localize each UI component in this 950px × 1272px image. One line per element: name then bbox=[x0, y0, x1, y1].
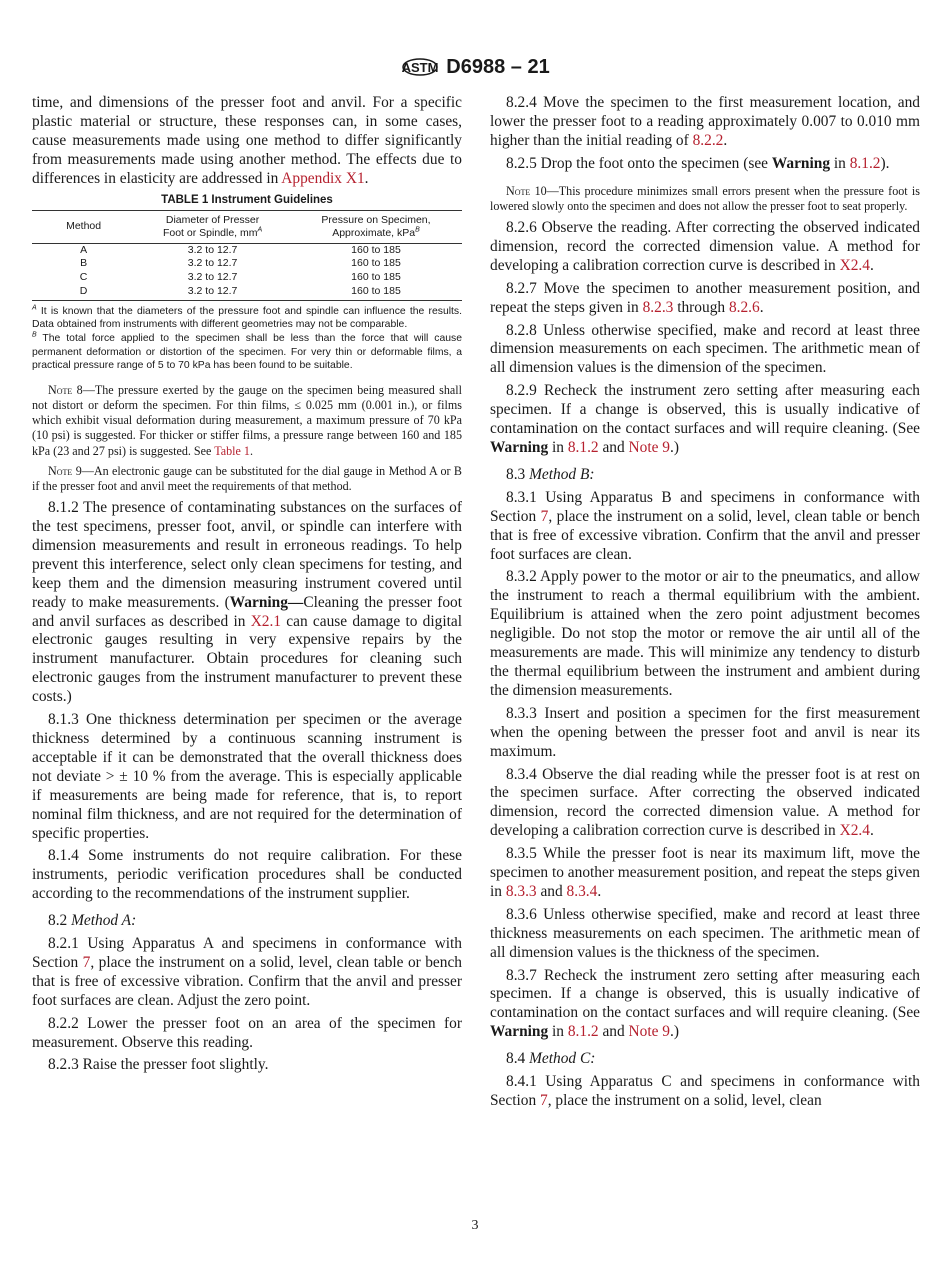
section-8-3-6: 8.3.6 Unless otherwise specified, make and record at least three thickness measurements on each specimen. The arithmetic mean of all dimension values is the thickness of the specimen. bbox=[490, 905, 920, 961]
note-8: Note 8—The pressure exerted by the gauge on the specimen being measured shall not distort or deform the specimen. For thin films, ≤ 0.025 mm (0.001 in.), or films which exhibit visual deformation during measurement, a maximum pressure of 70 kPa (10 psi) is suggested. For thicker or stiffer films, a pressure range between 160 and 185 kPa (23 and 27 psi) is suggested. See Table 1. bbox=[32, 382, 462, 458]
header-diameter: Diameter of Presser Foot or Spindle, $mm^A$ bbox=[135, 210, 290, 243]
document-id: D6988 – 21 bbox=[446, 55, 550, 78]
section-8-3-3: 8.3.3 Insert and position a specimen for the first measurement when the opening between the presser foot and anvil is near its maximum. bbox=[490, 704, 920, 760]
footnote-a: $^A$ It is known that the diameters of the pressure foot and spindle can influence the results. Data obtained from instruments with different geometries may not be comparable. bbox=[32, 304, 462, 331]
section-8-3-1: 8.3.1 Using Apparatus B and specimens in conformance with Section 7, place the instrument on a solid, level, clean table or bench that is free of excessive vibration. Confirm that the anvil and presser foot surfaces are clean. bbox=[490, 488, 920, 563]
section-8-2-9: 8.2.9 Recheck the instrument zero setting after measuring each specimen. If a change is observed, this is usually indicative of contamination on the contact surfaces and will require cleaning. (See Warning in 8.1.2 and Note 9.) bbox=[490, 382, 920, 456]
section-8-1-2-link[interactable]: 8.1.2 bbox=[567, 1023, 599, 1041]
section-8-2-4: 8.2.4 Move the specimen to the first measurement location, and lower the presser foot to a reading approximately 0.007 to 0.010 mm higher than the initial reading of 8.2.2. bbox=[490, 94, 920, 149]
section-8-2-1: 8.2.1 Using Apparatus A and specimens in conformance with Section 7, place the instrument on a solid, level, clean table or bench that is free of excessive vibration. Confirm that the anvil and presser foot surfaces are clean. Adjust the zero point. bbox=[32, 935, 462, 1009]
section-8-1-2-link[interactable]: 8.1.2 bbox=[849, 154, 881, 172]
section-8-3-2: 8.3.2 Apply power to the motor or air to the pneumatics, and allow the instrument to reach a thermal equilibrium with the ambient. Equilibrium is attained when the zero point adjustment becomes negligible. Do not stop the motor or remove the air until all of the measurements are made. This will minimize any tendency to disturb the thermal equilibrium between the instrument and ambient during the dimension measurements. bbox=[490, 568, 920, 699]
section-8-2-3-link[interactable]: 8.2.3 bbox=[642, 298, 674, 316]
table-row: D 3.2 to 12.7 160 to 185 bbox=[32, 285, 462, 300]
right-column bbox=[490, 94, 920, 1115]
section-8-2-3: 8.2.3 Raise the presser foot slightly. bbox=[48, 1056, 269, 1074]
section-8-3-4: 8.3.4 Observe the dial reading while the presser foot is at rest on the specimen surface. After correcting the observed indicated dimension, record the corrected dimension value. A method for developing a calibration correction curve is described in X2.4. bbox=[490, 765, 920, 840]
section-7-link[interactable]: 7 bbox=[82, 953, 91, 971]
note-9-link[interactable]: Note 9 bbox=[628, 1023, 671, 1041]
section-8-4-1: 8.4.1 Using Apparatus C and specimens in conformance with Section 7, place the instrument on a solid, level, clean bbox=[490, 1073, 920, 1109]
table-row: A 3.2 to 12.7 160 to 185 bbox=[80, 243, 401, 256]
section-8-1-3: 8.1.3 One thickness determination per specimen or the average thickness determined by a continuous scanning instrument is acceptable if it can be demonstrated that the overall thickness does not deviate > ± 10 % from the average. This is especially applicable if measurements are being made for reference, that is, to report nominal film thickness, and are not required for the determination of specific properties. bbox=[32, 711, 462, 842]
section-8-3-heading: 8.3 Method B: bbox=[506, 465, 595, 483]
section-7-link[interactable]: 7 bbox=[540, 1092, 548, 1109]
x2-4-link[interactable]: X2.4 bbox=[839, 822, 870, 840]
intro-paragraph: time, and dimensions of the presser foot and anvil. For a specific plastic material or structure, these responses can, in some cases, cause measurements made using one method to differ significantly from measurements made using another method. The effects due to differences in elasticity are addressed in Appendix X1. bbox=[32, 94, 462, 187]
table-title: TABLE 1 Instrument Guidelines bbox=[161, 193, 333, 206]
section-8-3-5: 8.3.5 While the presser foot is near its maximum lift, move the specimen to another measurement position, and repeat the steps given in 8.3.3 and 8.3.4. bbox=[490, 845, 920, 900]
page-number: 3 bbox=[471, 1218, 479, 1233]
instrument-guidelines-table bbox=[32, 210, 462, 301]
note-9-link[interactable]: Note 9 bbox=[628, 439, 671, 456]
section-8-2-8: 8.2.8 Unless otherwise specified, make and record at least three dimension measurements on each specimen. The arithmetic mean of all dimension values is the dimension of the specimen. bbox=[490, 321, 920, 377]
table-header-row bbox=[32, 210, 462, 243]
section-8-3-7: 8.3.7 Recheck the instrument zero setting after measuring each specimen. If a change is observed, this is usually indicative of contamination on the contact surfaces and will require cleaning. (See Warning in 8.1.2 and Note 9.) bbox=[490, 966, 920, 1041]
svg-text:ASTM: ASTM bbox=[401, 60, 439, 75]
page-header bbox=[0, 52, 950, 82]
table-1-link[interactable]: Table 1 bbox=[214, 443, 250, 458]
footnote-b: $^B$ The total force applied to the specimen shall be less than the force that will cause permanent deformation or distortion of the specimen. For very thin or deformable films, a practical pressure range of 5 to 70 kPa has been found to be suitable. bbox=[32, 331, 462, 372]
table-row: B 3.2 to 12.7 160 to 185 bbox=[80, 257, 401, 270]
astm-logo-icon bbox=[400, 52, 440, 82]
section-7-link[interactable]: 7 bbox=[540, 507, 549, 525]
x2-4-link[interactable]: X2.4 bbox=[839, 256, 870, 274]
section-8-2-2-link[interactable]: 8.2.2 bbox=[692, 131, 724, 149]
header-method: Method bbox=[32, 210, 135, 243]
section-8-2-6: 8.2.6 Observe the reading. After correcting the observed indicated dimension, record the corrected dimension value. A method for developing a calibration correction curve is described in X2.4. bbox=[490, 219, 920, 274]
section-8-1-2-link[interactable]: 8.1.2 bbox=[567, 439, 599, 456]
section-8-3-4-link[interactable]: 8.3.4 bbox=[566, 882, 598, 900]
section-8-2-5: 8.2.5 Drop the foot onto the specimen (see Warning in 8.1.2). bbox=[506, 154, 890, 172]
section-8-2-6-link[interactable]: 8.2.6 bbox=[728, 298, 760, 316]
appendix-x1-link[interactable]: Appendix X1 bbox=[281, 169, 365, 187]
note-9: Note 9—An electronic gauge can be substituted for the dial gauge in Method A or B if the presser foot and anvil meet the requirements of that method. bbox=[32, 463, 463, 493]
section-8-1-2: 8.1.2 The presence of contaminating substances on the surfaces of the test specimens, presser foot, anvil, or spindle can interfere with dimension measurements and result in erroneous readings. To help prevent this interference, select only clean specimens for testing, and keep them and the dimension measuring instrument covered until ready to make measurements. (Warning—Cleaning the presser foot and anvil surfaces as described in X2.1 can cause damage to digital electronic gauges resulting in very expensive repairs by the instrument manufacturer. Obtain procedures for cleaning such electronic gauges from the instrument manufacturer to prevent these costs.) bbox=[32, 499, 462, 706]
section-8-2-heading: 8.2 Method A: bbox=[48, 912, 137, 930]
x2-1-link[interactable]: X2.1 bbox=[250, 612, 282, 630]
table-footnotes bbox=[32, 305, 462, 373]
header-pressure: Pressure on Specimen, Approximate, kPa$^B$ bbox=[290, 210, 462, 243]
section-8-4-heading: 8.4 Method C: bbox=[506, 1050, 596, 1068]
section-8-2-2: 8.2.2 Lower the presser foot on an area of the specimen for measurement. Observe this reading. bbox=[32, 1014, 462, 1051]
left-column bbox=[32, 94, 462, 1079]
section-8-1-4: 8.1.4 Some instruments do not require calibration. For these instruments, periodic verification procedures shall be conducted according to the recommendations of the instrument supplier. bbox=[32, 847, 462, 903]
note-10: Note 10—This procedure minimizes small errors present when the pressure foot is lowered slowly onto the specimen and does not allow the presser foot to seat properly. bbox=[490, 183, 920, 213]
section-8-2-7: 8.2.7 Move the specimen to another measurement position, and repeat the steps given in 8.2.3 through 8.2.6. bbox=[490, 279, 920, 316]
table-row: C 3.2 to 12.7 160 to 185 bbox=[79, 271, 401, 284]
section-8-3-3-link[interactable]: 8.3.3 bbox=[505, 882, 537, 900]
